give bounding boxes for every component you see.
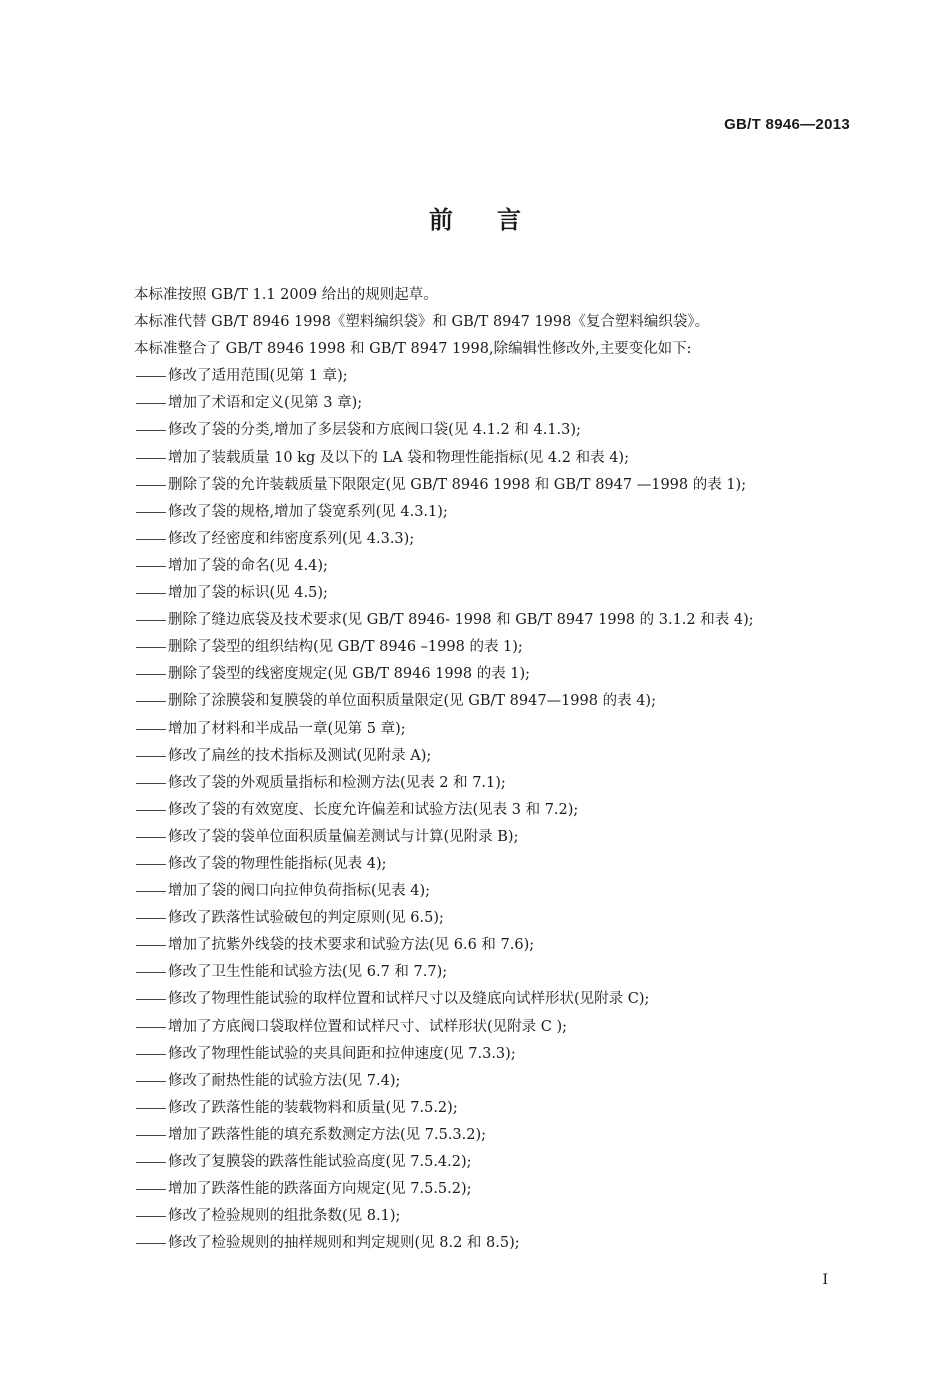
change-item: [134, 1014, 854, 1041]
dash-marker: [136, 810, 166, 811]
change-item: [134, 499, 854, 526]
change-item: [134, 1068, 854, 1095]
change-item: [134, 607, 854, 634]
dash-marker: [136, 485, 166, 486]
change-item: [134, 743, 854, 770]
change-text: 增加了袋的阀口向拉伸负荷指标(见表 4);: [168, 883, 431, 900]
change-text: 修改了袋的外观质量指标和检测方法(见表 2 和 7.1);: [168, 774, 506, 791]
dash-marker: [136, 403, 166, 404]
dash-marker: [136, 783, 166, 784]
change-text: 修改了耐热性能的试验方法(见 7.4);: [168, 1072, 401, 1089]
change-item: [134, 770, 854, 797]
change-text: 删除了缝边底袋及技术要求(见 GB/T 8946- 1998 和 GB/T 8947 1998 的 3.1.2 和表 4);: [168, 612, 754, 629]
foreword-body: [134, 282, 854, 1257]
dash-marker: [136, 620, 166, 621]
change-text: 增加了跌落性能的跌落面方向规定(见 7.5.5.2);: [168, 1181, 472, 1198]
change-item: [134, 553, 854, 580]
change-item: [134, 634, 854, 661]
change-text: 修改了适用范围(见第 1 章);: [168, 368, 348, 385]
change-text: 删除了涂膜袋和复膜袋的单位面积质量限定(见 GB/T 8947—1998 的表 4);: [168, 693, 656, 710]
change-text: 增加了方底阀口袋取样位置和试样尺寸、试样形状(见附录 C );: [168, 1018, 568, 1035]
dash-marker: [136, 458, 166, 459]
change-item: [134, 363, 854, 390]
change-item: [134, 445, 854, 472]
dash-marker: [136, 647, 166, 648]
dash-marker: [136, 1243, 166, 1244]
change-text: 删除了袋型的线密度规定(见 GB/T 8946 1998 的表 1);: [168, 666, 531, 683]
change-text: 增加了抗紫外线袋的技术要求和试验方法(见 6.6 和 7.6);: [168, 937, 535, 954]
dash-marker: [136, 1162, 166, 1163]
change-item: [134, 1230, 854, 1257]
dash-marker: [136, 729, 166, 730]
dash-marker: [136, 891, 166, 892]
change-item: [134, 905, 854, 932]
change-text: 删除了袋型的组织结构(见 GB/T 8946 –1998 的表 1);: [168, 639, 523, 656]
change-text: 增加了袋的标识(见 4.5);: [168, 585, 328, 602]
dash-marker: [136, 918, 166, 919]
dash-marker: [136, 1081, 166, 1082]
change-text: 修改了经密度和纬密度系列(见 4.3.3);: [168, 530, 415, 547]
dash-marker: [136, 1054, 166, 1055]
change-text: 修改了袋的分类,增加了多层袋和方底阀口袋(见 4.1.2 和 4.1.3);: [168, 422, 581, 439]
change-text: 修改了物理性能试验的夹具间距和拉伸速度(见 7.3.3);: [168, 1045, 516, 1062]
dash-marker: [136, 972, 166, 973]
change-text: 修改了扁丝的技术指标及测试(见附录 A);: [168, 747, 432, 764]
change-text: 增加了装载质量 10 kg 及以下的 LA 袋和物理性能指标(见 4.2 和表 4);: [168, 449, 629, 466]
change-text: 修改了物理性能试验的取样位置和试样尺寸以及缝底向试样形状(见附录 C);: [168, 991, 650, 1008]
change-item: [134, 716, 854, 743]
change-item: [134, 1095, 854, 1122]
change-item: [134, 390, 854, 417]
dash-marker: [136, 1108, 166, 1109]
change-text: 增加了材料和半成品一章(见第 5 章);: [168, 720, 406, 737]
change-item: [134, 851, 854, 878]
page-number: I: [822, 1272, 828, 1288]
change-item: [134, 932, 854, 959]
dash-marker: [136, 566, 166, 567]
change-item: [134, 1041, 854, 1068]
dash-marker: [136, 539, 166, 540]
change-text: 修改了袋的物理性能指标(见表 4);: [168, 855, 387, 872]
change-item: [134, 417, 854, 444]
change-item: [134, 1203, 854, 1230]
dash-marker: [136, 376, 166, 377]
change-text: 增加了袋的命名(见 4.4);: [168, 557, 328, 574]
change-item: [134, 526, 854, 553]
change-item: [134, 1122, 854, 1149]
change-item: [134, 1176, 854, 1203]
change-text: 修改了袋的规格,增加了袋宽系列(见 4.3.1);: [168, 503, 448, 520]
change-text: 修改了检验规则的抽样规则和判定规则(见 8.2 和 8.5);: [168, 1235, 520, 1252]
change-item: [134, 661, 854, 688]
dash-marker: [136, 1027, 166, 1028]
dash-marker: [136, 1216, 166, 1217]
change-item: [134, 986, 854, 1013]
dash-marker: [136, 701, 166, 702]
standard-code: GB/T 8946—2013: [724, 116, 850, 133]
change-text: 修改了跌落性能的装载物料和质量(见 7.5.2);: [168, 1099, 458, 1116]
change-item: [134, 878, 854, 905]
intro-line: 本标准代替 GB/T 8946 1998《塑料编织袋》和 GB/T 8947 1998《复合塑料编织袋》。: [134, 314, 710, 331]
change-text: 修改了检验规则的组批条数(见 8.1);: [168, 1208, 401, 1225]
intro-line: 本标准按照 GB/T 1.1 2009 给出的规则起草。: [134, 287, 438, 303]
change-text: 修改了袋的袋单位面积质量偏差测试与计算(见附录 B);: [168, 828, 519, 845]
change-text: 修改了跌落性试验破包的判定原则(见 6.5);: [168, 910, 444, 927]
change-item: [134, 472, 854, 499]
change-item: [134, 824, 854, 851]
dash-marker: [136, 945, 166, 946]
change-item: [134, 688, 854, 715]
change-text: 修改了复膜袋的跌落性能试验高度(见 7.5.4.2);: [168, 1154, 472, 1170]
change-item: [134, 797, 854, 824]
dash-marker: [136, 864, 166, 865]
dash-marker: [136, 837, 166, 838]
dash-marker: [136, 512, 166, 513]
intro-line: 本标准整合了 GB/T 8946 1998 和 GB/T 8947 1998,除编辑性修改外,主要变化如下:: [134, 341, 692, 358]
change-text: 删除了袋的允许装载质量下限限定(见 GB/T 8946 1998 和 GB/T 8947 —1998 的表 1);: [168, 476, 747, 493]
change-text: 修改了袋的有效宽度、长度允许偏差和试验方法(见表 3 和 7.2);: [168, 801, 579, 818]
change-text: 增加了术语和定义(见第 3 章);: [168, 395, 363, 412]
change-text: 增加了跌落性能的填充系数测定方法(见 7.5.3.2);: [168, 1126, 487, 1143]
dash-marker: [136, 1135, 166, 1136]
change-item: [134, 1149, 854, 1176]
dash-marker: [136, 674, 166, 675]
page-title: 前言: [429, 205, 565, 234]
change-item: [134, 959, 854, 986]
dash-marker: [136, 756, 166, 757]
dash-marker: [136, 430, 166, 431]
dash-marker: [136, 593, 166, 594]
dash-marker: [136, 999, 166, 1000]
change-text: 修改了卫生性能和试验方法(见 6.7 和 7.7);: [168, 964, 448, 981]
change-item: [134, 580, 854, 607]
dash-marker: [136, 1189, 166, 1190]
